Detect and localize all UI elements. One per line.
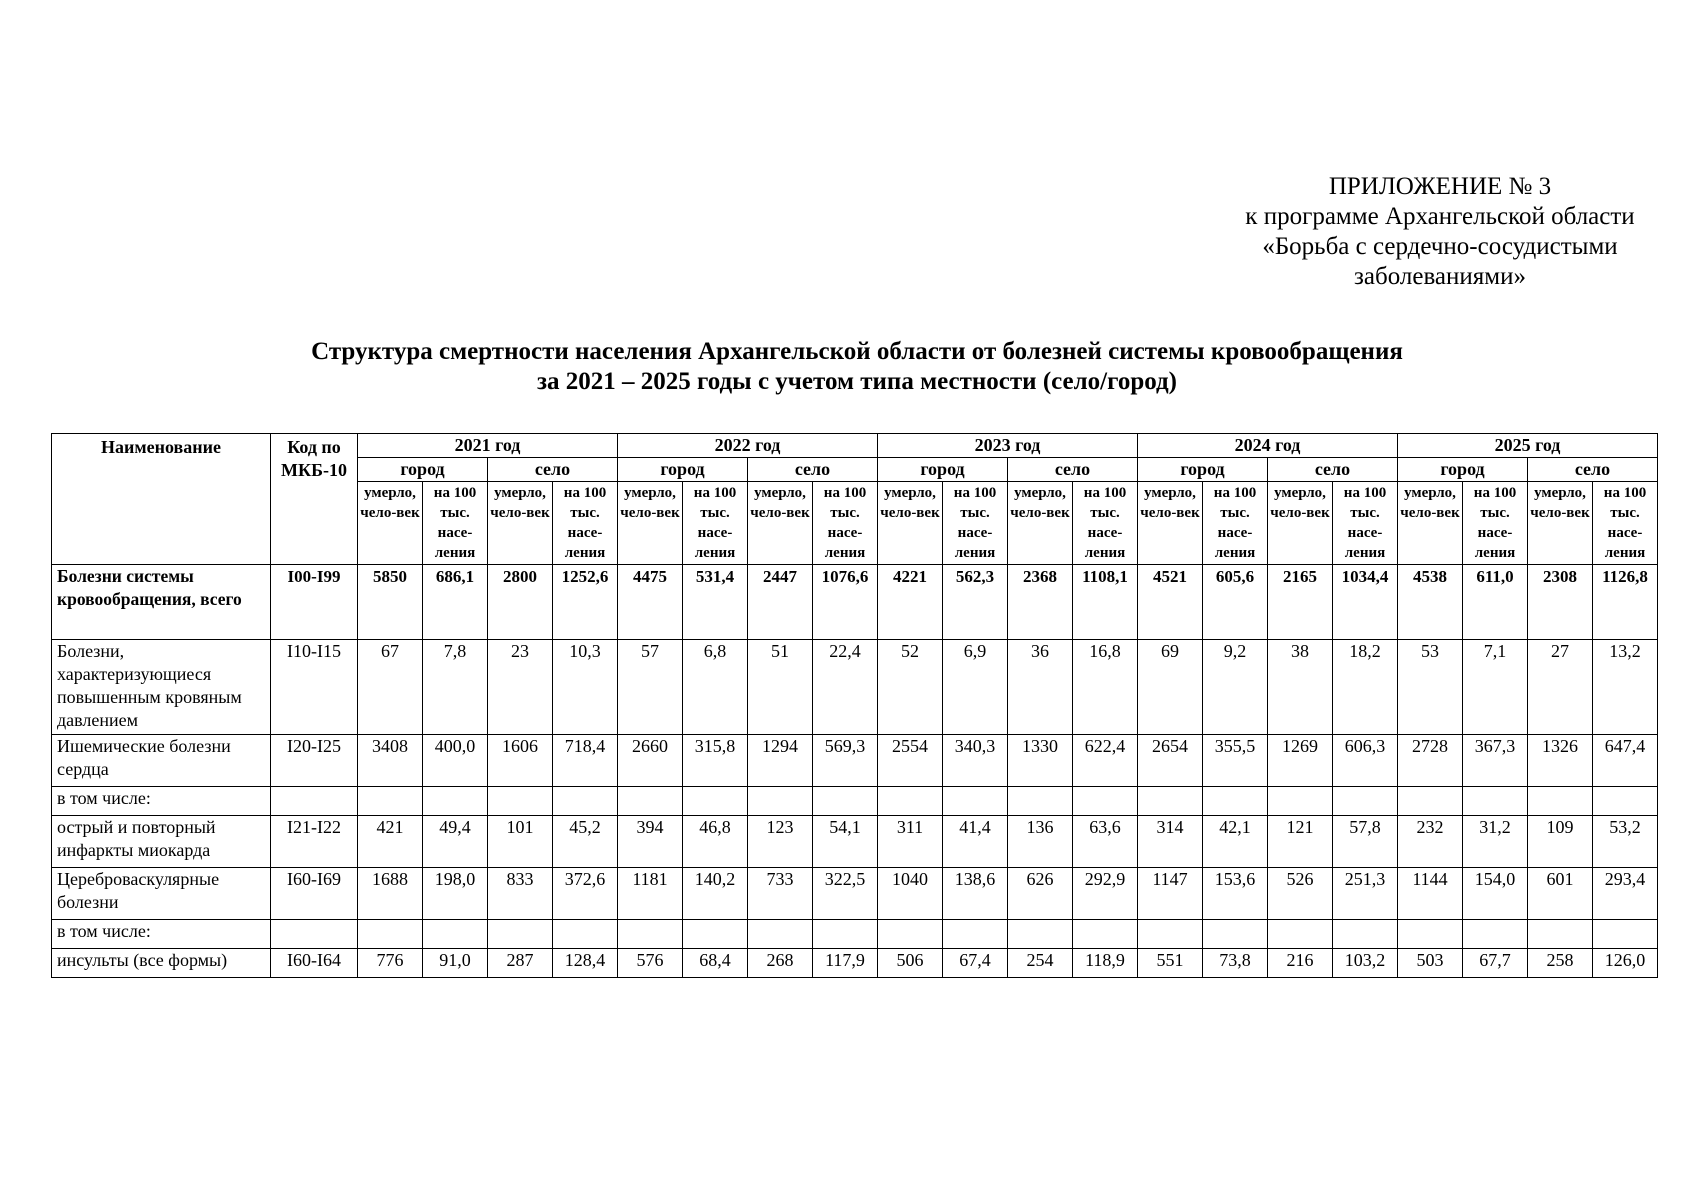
row-value: 322,5 <box>813 868 878 920</box>
header-died: умерло, чело-век <box>1268 482 1333 565</box>
row-value: 67,7 <box>1463 949 1528 978</box>
row-value: 315,8 <box>683 735 748 787</box>
row-value: 36 <box>1008 640 1073 735</box>
row-value: 2654 <box>1138 735 1203 787</box>
header-died: умерло, чело-век <box>1528 482 1593 565</box>
row-value: 1034,4 <box>1333 565 1398 640</box>
row-value <box>618 920 683 949</box>
row-value: 57,8 <box>1333 816 1398 868</box>
row-value: 287 <box>488 949 553 978</box>
row-value: 1688 <box>358 868 423 920</box>
header-year: 2022 год <box>618 434 878 458</box>
row-value: 258 <box>1528 949 1593 978</box>
row-value: 9,2 <box>1203 640 1268 735</box>
row-value: 1126,8 <box>1593 565 1658 640</box>
row-value: 49,4 <box>423 816 488 868</box>
row-value <box>1008 920 1073 949</box>
row-value: 606,3 <box>1333 735 1398 787</box>
row-value: 57 <box>618 640 683 735</box>
row-value: 503 <box>1398 949 1463 978</box>
header-per-100k: на 100 тыс. насе-ления <box>1593 482 1658 565</box>
row-code <box>271 920 358 949</box>
row-value <box>1008 787 1073 816</box>
row-code: I20-I25 <box>271 735 358 787</box>
row-value: 198,0 <box>423 868 488 920</box>
row-value: 140,2 <box>683 868 748 920</box>
row-value: 123 <box>748 816 813 868</box>
row-value: 421 <box>358 816 423 868</box>
row-value <box>1463 787 1528 816</box>
row-value <box>423 787 488 816</box>
row-name: Цереброваскулярные болезни <box>52 868 271 920</box>
row-value: 4521 <box>1138 565 1203 640</box>
row-value: 776 <box>358 949 423 978</box>
row-code <box>271 787 358 816</box>
header-city: город <box>618 458 748 482</box>
row-value: 605,6 <box>1203 565 1268 640</box>
row-value <box>943 787 1008 816</box>
row-value: 531,4 <box>683 565 748 640</box>
header-per-100k: на 100 тыс. насе-ления <box>813 482 878 565</box>
row-name: Ишемические болезни сердца <box>52 735 271 787</box>
row-value: 31,2 <box>1463 816 1528 868</box>
row-value: 268 <box>748 949 813 978</box>
row-value <box>358 787 423 816</box>
row-code: I60-I69 <box>271 868 358 920</box>
header-year: 2021 год <box>358 434 618 458</box>
row-value <box>1138 787 1203 816</box>
row-value: 1181 <box>618 868 683 920</box>
header-died: умерло, чело-век <box>1008 482 1073 565</box>
row-value: 526 <box>1268 868 1333 920</box>
row-value: 2554 <box>878 735 943 787</box>
row-value <box>423 920 488 949</box>
mortality-table <box>51 433 1658 978</box>
header-village: село <box>488 458 618 482</box>
row-value: 1606 <box>488 735 553 787</box>
row-value: 5850 <box>358 565 423 640</box>
row-value: 54,1 <box>813 816 878 868</box>
header-city: город <box>1398 458 1528 482</box>
row-value <box>1073 787 1138 816</box>
row-value <box>1203 787 1268 816</box>
row-value: 23 <box>488 640 553 735</box>
row-value: 1330 <box>1008 735 1073 787</box>
row-value: 41,4 <box>943 816 1008 868</box>
row-value: 562,3 <box>943 565 1008 640</box>
row-value: 254 <box>1008 949 1073 978</box>
row-value: 117,9 <box>813 949 878 978</box>
header-city: город <box>1138 458 1268 482</box>
row-value: 51 <box>748 640 813 735</box>
row-value <box>1528 920 1593 949</box>
header-year: 2023 год <box>878 434 1138 458</box>
row-value: 576 <box>618 949 683 978</box>
row-value: 128,4 <box>553 949 618 978</box>
header-died: умерло, чело-век <box>488 482 553 565</box>
row-value <box>1398 787 1463 816</box>
row-value <box>553 787 618 816</box>
row-value: 622,4 <box>1073 735 1138 787</box>
row-value: 18,2 <box>1333 640 1398 735</box>
row-value: 394 <box>618 816 683 868</box>
header-village: село <box>1528 458 1658 482</box>
row-value: 154,0 <box>1463 868 1528 920</box>
document-title <box>52 337 1662 397</box>
row-value: 16,8 <box>1073 640 1138 735</box>
row-value: 68,4 <box>683 949 748 978</box>
appendix-header <box>1200 172 1680 292</box>
header-died: умерло, чело-век <box>618 482 683 565</box>
row-name: инсульты (все формы) <box>52 949 271 978</box>
row-value: 46,8 <box>683 816 748 868</box>
header-per-100k: на 100 тыс. насе-ления <box>1333 482 1398 565</box>
row-value: 216 <box>1268 949 1333 978</box>
row-value: 2447 <box>748 565 813 640</box>
header-year: 2024 год <box>1138 434 1398 458</box>
row-value: 4475 <box>618 565 683 640</box>
row-value: 22,4 <box>813 640 878 735</box>
header-row-years <box>52 434 1658 458</box>
row-value: 109 <box>1528 816 1593 868</box>
header-died: умерло, чело-век <box>878 482 943 565</box>
header-per-100k: на 100 тыс. насе-ления <box>423 482 488 565</box>
header-village: село <box>1008 458 1138 482</box>
row-value: 2660 <box>618 735 683 787</box>
row-name: Болезни, характеризующиеся повышенным кровяным давлением <box>52 640 271 735</box>
header-name: Наименование <box>52 434 271 565</box>
row-code: I00-I99 <box>271 565 358 640</box>
row-value: 2165 <box>1268 565 1333 640</box>
row-value <box>1203 920 1268 949</box>
row-value <box>813 787 878 816</box>
row-value: 63,6 <box>1073 816 1138 868</box>
row-value: 2728 <box>1398 735 1463 787</box>
row-value <box>1073 920 1138 949</box>
row-value: 10,3 <box>553 640 618 735</box>
row-value: 2368 <box>1008 565 1073 640</box>
row-value <box>1333 920 1398 949</box>
row-value: 1108,1 <box>1073 565 1138 640</box>
row-value <box>1268 920 1333 949</box>
row-value: 367,3 <box>1463 735 1528 787</box>
row-value: 6,8 <box>683 640 748 735</box>
header-died: умерло, чело-век <box>358 482 423 565</box>
row-value: 69 <box>1138 640 1203 735</box>
table-row <box>52 949 1658 978</box>
row-value: 293,4 <box>1593 868 1658 920</box>
row-value: 118,9 <box>1073 949 1138 978</box>
row-value: 292,9 <box>1073 868 1138 920</box>
row-value: 101 <box>488 816 553 868</box>
header-per-100k: на 100 тыс. насе-ления <box>553 482 618 565</box>
row-value <box>1463 920 1528 949</box>
row-value: 1147 <box>1138 868 1203 920</box>
row-value <box>748 787 813 816</box>
row-value: 2800 <box>488 565 553 640</box>
row-value: 1326 <box>1528 735 1593 787</box>
header-per-100k: на 100 тыс. насе-ления <box>1073 482 1138 565</box>
row-value: 6,9 <box>943 640 1008 735</box>
row-value <box>748 920 813 949</box>
row-value: 733 <box>748 868 813 920</box>
row-value: 13,2 <box>1593 640 1658 735</box>
row-value <box>943 920 1008 949</box>
row-value: 232 <box>1398 816 1463 868</box>
row-value: 126,0 <box>1593 949 1658 978</box>
table-row <box>52 787 1658 816</box>
row-value <box>618 787 683 816</box>
row-value: 138,6 <box>943 868 1008 920</box>
row-value: 251,3 <box>1333 868 1398 920</box>
table-row <box>52 565 1658 640</box>
row-value: 103,2 <box>1333 949 1398 978</box>
row-value: 372,6 <box>553 868 618 920</box>
row-value: 1252,6 <box>553 565 618 640</box>
header-died: умерло, чело-век <box>1138 482 1203 565</box>
row-value: 1269 <box>1268 735 1333 787</box>
row-value: 136 <box>1008 816 1073 868</box>
header-per-100k: на 100 тыс. насе-ления <box>1203 482 1268 565</box>
row-value: 1144 <box>1398 868 1463 920</box>
row-value: 314 <box>1138 816 1203 868</box>
row-value: 53,2 <box>1593 816 1658 868</box>
row-value: 551 <box>1138 949 1203 978</box>
row-value <box>1528 787 1593 816</box>
row-value: 27 <box>1528 640 1593 735</box>
row-value <box>1333 787 1398 816</box>
row-value: 569,3 <box>813 735 878 787</box>
row-value: 153,6 <box>1203 868 1268 920</box>
row-value: 1076,6 <box>813 565 878 640</box>
appendix-line-2: к программе Архангельской области <box>1245 203 1635 230</box>
header-village: село <box>1268 458 1398 482</box>
row-code: I60-I64 <box>271 949 358 978</box>
appendix-line-4: заболеваниями» <box>1354 263 1526 290</box>
row-value: 73,8 <box>1203 949 1268 978</box>
row-name: в том числе: <box>52 787 271 816</box>
row-name: острый и повторный инфаркты миокарда <box>52 816 271 868</box>
row-value: 67 <box>358 640 423 735</box>
row-value: 52 <box>878 640 943 735</box>
row-value <box>1593 787 1658 816</box>
row-value: 1040 <box>878 868 943 920</box>
row-value: 53 <box>1398 640 1463 735</box>
row-value: 4538 <box>1398 565 1463 640</box>
row-value: 67,4 <box>943 949 1008 978</box>
row-value: 400,0 <box>423 735 488 787</box>
row-value: 42,1 <box>1203 816 1268 868</box>
header-code: Код по МКБ-10 <box>271 434 358 565</box>
row-value: 340,3 <box>943 735 1008 787</box>
row-value <box>878 920 943 949</box>
row-value: 355,5 <box>1203 735 1268 787</box>
row-value <box>1268 787 1333 816</box>
row-value: 626 <box>1008 868 1073 920</box>
row-value <box>488 787 553 816</box>
row-value <box>683 787 748 816</box>
table-row <box>52 640 1658 735</box>
row-value: 121 <box>1268 816 1333 868</box>
row-value: 4221 <box>878 565 943 640</box>
header-per-100k: на 100 тыс. насе-ления <box>943 482 1008 565</box>
row-value: 2308 <box>1528 565 1593 640</box>
row-value <box>488 920 553 949</box>
header-year: 2025 год <box>1398 434 1658 458</box>
header-per-100k: на 100 тыс. насе-ления <box>1463 482 1528 565</box>
row-value: 45,2 <box>553 816 618 868</box>
row-value: 601 <box>1528 868 1593 920</box>
table-row <box>52 816 1658 868</box>
row-value: 3408 <box>358 735 423 787</box>
row-value: 7,8 <box>423 640 488 735</box>
title-line-1: Структура смертности населения Архангельской области от болезней системы кровообращения <box>311 338 1403 365</box>
row-value: 91,0 <box>423 949 488 978</box>
header-died: умерло, чело-век <box>1398 482 1463 565</box>
row-value: 506 <box>878 949 943 978</box>
table-row <box>52 920 1658 949</box>
row-value <box>813 920 878 949</box>
row-value <box>878 787 943 816</box>
header-per-100k: на 100 тыс. насе-ления <box>683 482 748 565</box>
table-row <box>52 868 1658 920</box>
row-code: I10-I15 <box>271 640 358 735</box>
row-code: I21-I22 <box>271 816 358 868</box>
appendix-line-1: ПРИЛОЖЕНИЕ № 3 <box>1328 173 1552 200</box>
header-village: село <box>748 458 878 482</box>
header-city: город <box>358 458 488 482</box>
row-value: 1294 <box>748 735 813 787</box>
row-value <box>358 920 423 949</box>
header-city: город <box>878 458 1008 482</box>
row-value: 7,1 <box>1463 640 1528 735</box>
row-value: 311 <box>878 816 943 868</box>
row-value <box>1398 920 1463 949</box>
row-name: Болезни системы кровообращения, всего <box>52 565 271 640</box>
row-value: 647,4 <box>1593 735 1658 787</box>
row-value: 611,0 <box>1463 565 1528 640</box>
header-died: умерло, чело-век <box>748 482 813 565</box>
title-line-2: за 2021 – 2025 годы с учетом типа местности (село/город) <box>536 368 1178 395</box>
appendix-line-3: «Борьба с сердечно-сосудистыми <box>1262 233 1618 260</box>
row-value <box>553 920 618 949</box>
row-value: 38 <box>1268 640 1333 735</box>
row-value <box>1593 920 1658 949</box>
row-value: 833 <box>488 868 553 920</box>
row-value: 686,1 <box>423 565 488 640</box>
row-name: в том числе: <box>52 920 271 949</box>
table-row <box>52 735 1658 787</box>
row-value <box>1138 920 1203 949</box>
row-value: 718,4 <box>553 735 618 787</box>
row-value <box>683 920 748 949</box>
